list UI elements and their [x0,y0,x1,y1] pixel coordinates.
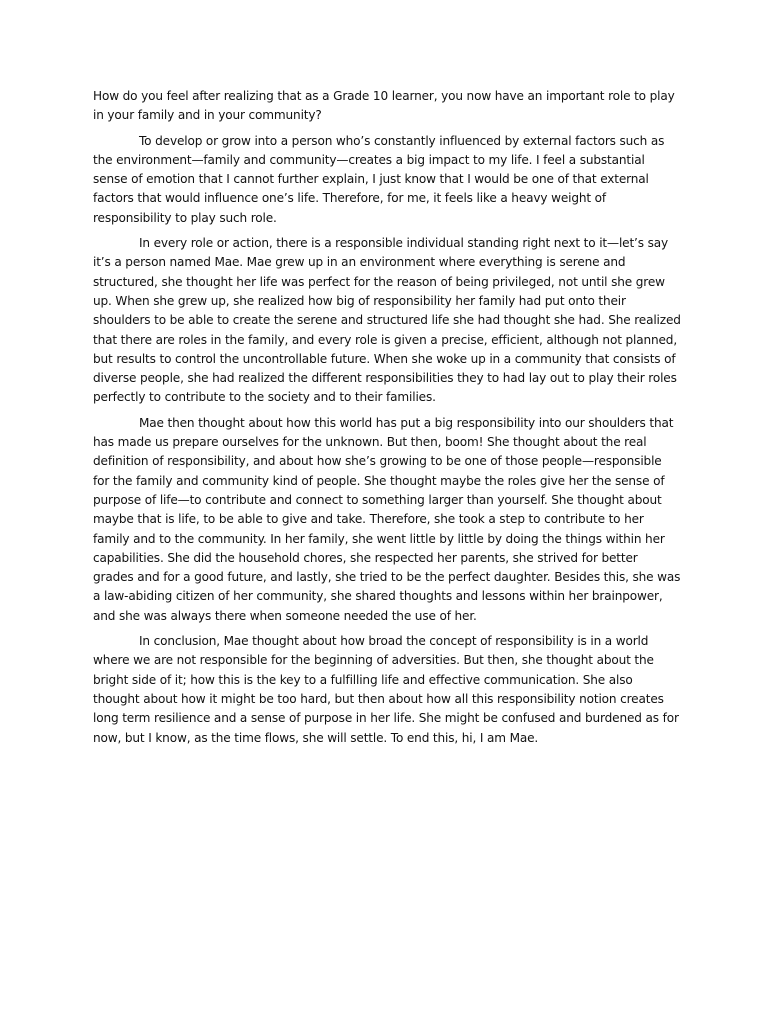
essay-question: How do you feel after realizing that as a Grade 10 learner, you now have an important role to play in your family and in your community? [93,89,675,123]
document-body [93,87,681,754]
paragraph-conclusion: In conclusion, Mae thought about how broad the concept of responsibility is in a world where we are not responsible for the beginning of adversities. But then, she thought about the bright side of it; how this is the key to a fulfilling life and effective communication. She also thought about how it might be too hard, but then about how all this responsibility notion creates long term resilience and a sense of purpose in her life. She might be confused and burdened as for now, but I know, as the time flows, she will settle. To end this, hi, I am Mae. [93,634,679,745]
paragraph-introduction: To develop or grow into a person who’s constantly influenced by external factors such as the environment—family and community—creates a big impact to my life. I feel a substantial sense of emotion that I cannot further explain, I just know that I would be one of that external factors that would influence one’s life. Therefore, for me, it feels like a heavy weight of responsibility to play such role. [93,133,665,225]
paragraph-mae-background: In every role or action, there is a responsible individual standing right next to it—let’s say it’s a person named Mae. Mae grew up in an environment where everything is serene and structured, she thought her life was perfect for the reason of being privileged, not until she grew up. When she grew up, she realized how big of responsibility her family had put onto their shoulders to be able to create the serene and structured life she had thought she had. She realized that there are roles in the family, and every role is given a precise, efficient, although not planned, but results to control the uncontrollable future. When she woke up in a community that consists of diverse people, she had realized the different responsibilities they to had lay out to play their roles perfectly to contribute to the society and to their families. [93,236,681,405]
paragraph-responsibility: Mae then thought about how this world has put a big responsibility into our shoulders that has made us prepare ourselves for the unknown. But then, boom! She thought about the real definition of responsibility, and about how she’s growing to be one of those people—responsible for the family and community kind of people. She thought maybe the roles give her the sense of purpose of life—to contribute and connect to something larger than yourself. She thought about maybe that is life, to be able to give and take. Therefore, she took a step to contribute to her family and to the community. In her family, she went little by little by doing the things within her capabilities. She did the household chores, she respected her parents, she strived for better grades and for a good future, and lastly, she tried to be the perfect daughter. Besides this, she was a law-abiding citizen of her community, she shared thoughts and lessons within her brainpower, and she was always there when someone needed the use of her. [93,415,681,623]
